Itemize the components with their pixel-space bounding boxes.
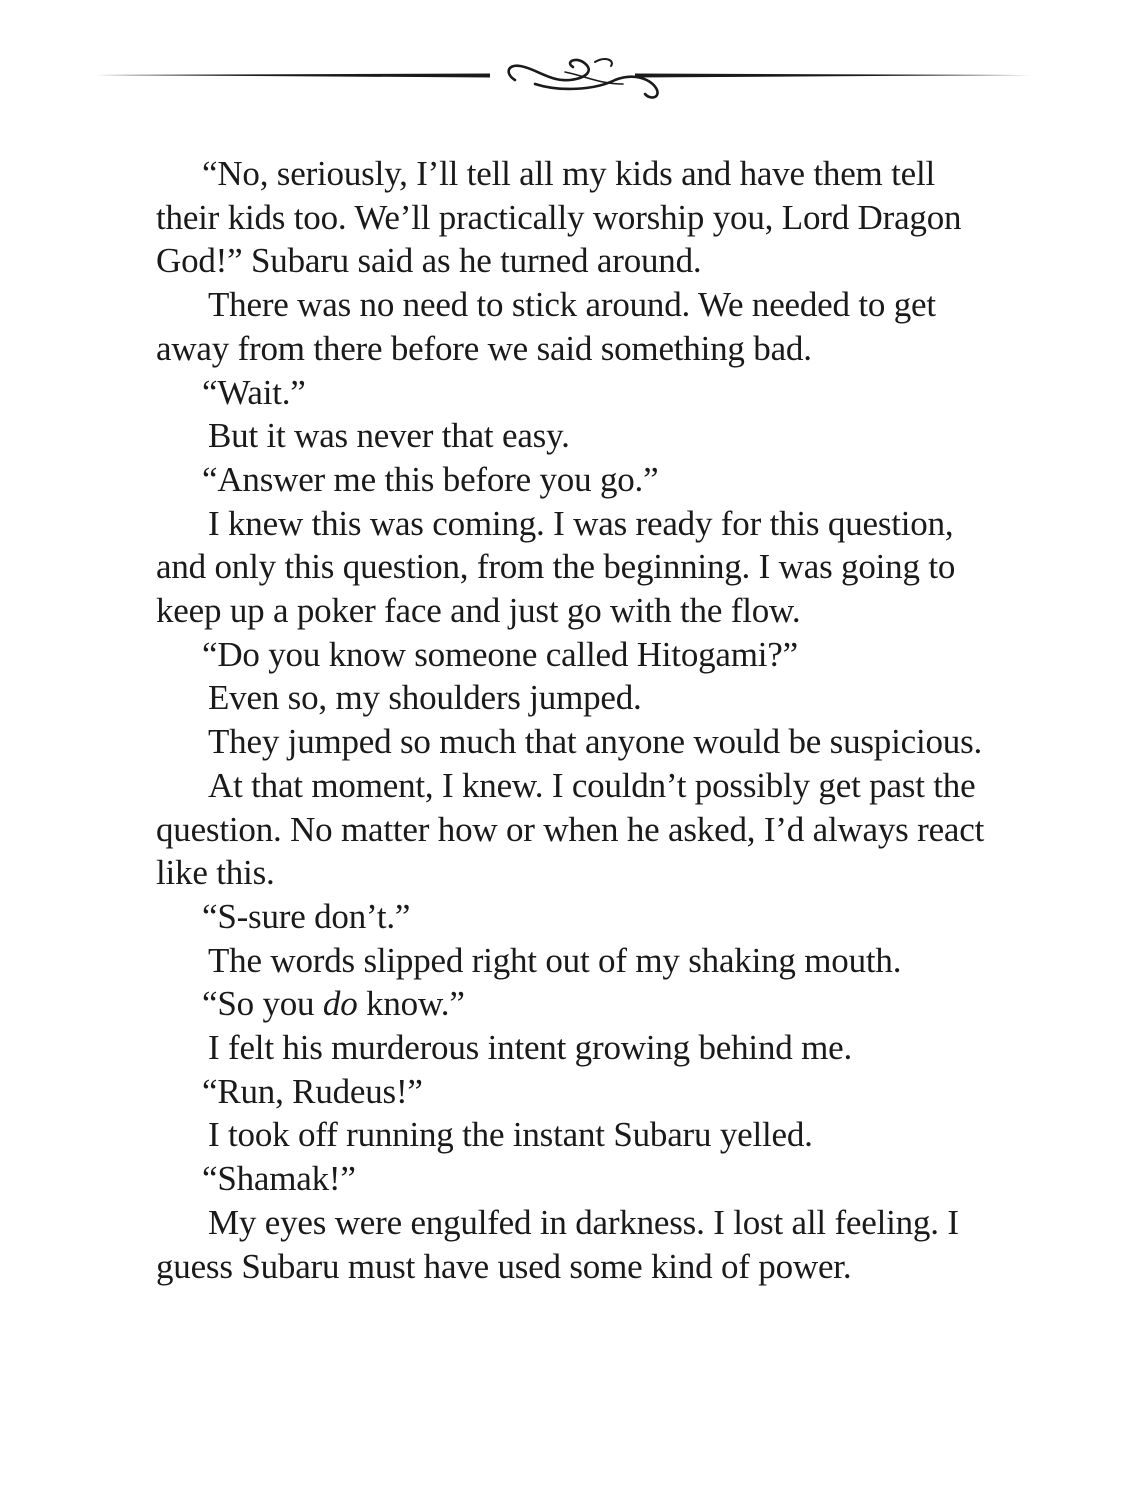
paragraph: At that moment, I knew. I couldn’t possibly get past the question. No matter how or when he asked, I’d always react like this.	[156, 765, 985, 893]
paragraph: My eyes were engulfed in darkness. I lost all feeling. I guess Subaru must have used some kind of power.	[156, 1202, 959, 1286]
paragraph: I felt his murderous intent growing behind me.	[208, 1028, 853, 1068]
paragraph: “Answer me this before you go.”	[202, 459, 659, 499]
paragraph: “S-sure don’t.”	[202, 896, 411, 936]
chapter-text	[156, 152, 1006, 1288]
quote-start: “So you	[202, 984, 323, 1024]
paragraph: “Do you know someone called Hitogami?”	[202, 634, 798, 674]
paragraph: “No, seriously, I’ll tell all my kids and have them tell their kids too. We’ll practically worship you, Lord Dragon God!” Subaru said as he turned around.	[156, 154, 962, 281]
paragraph: Even so, my shoulders jumped.	[208, 678, 642, 718]
flourish-divider-icon	[95, 50, 1030, 106]
paragraph	[156, 982, 1006, 1026]
paragraph: The words slipped right out of my shaking mouth.	[208, 940, 902, 980]
paragraph: I took off running the instant Subaru yelled.	[208, 1115, 813, 1155]
emphasized-word: do	[322, 984, 358, 1024]
paragraph: “Wait.”	[202, 372, 306, 412]
paragraph: They jumped so much that anyone would be suspicious.	[208, 722, 983, 762]
paragraph: “Run, Rudeus!”	[202, 1071, 423, 1111]
paragraph: “Shamak!”	[202, 1159, 356, 1199]
paragraph: But it was never that easy.	[208, 416, 570, 456]
paragraph: There was no need to stick around. We needed to get away from there before we said something bad.	[156, 285, 936, 368]
paragraph: I knew this was coming. I was ready for this question, and only this question, from the beginning. I was going to keep up a poker face and just go with the flow.	[156, 503, 956, 631]
quote-end: know.”	[357, 984, 465, 1024]
